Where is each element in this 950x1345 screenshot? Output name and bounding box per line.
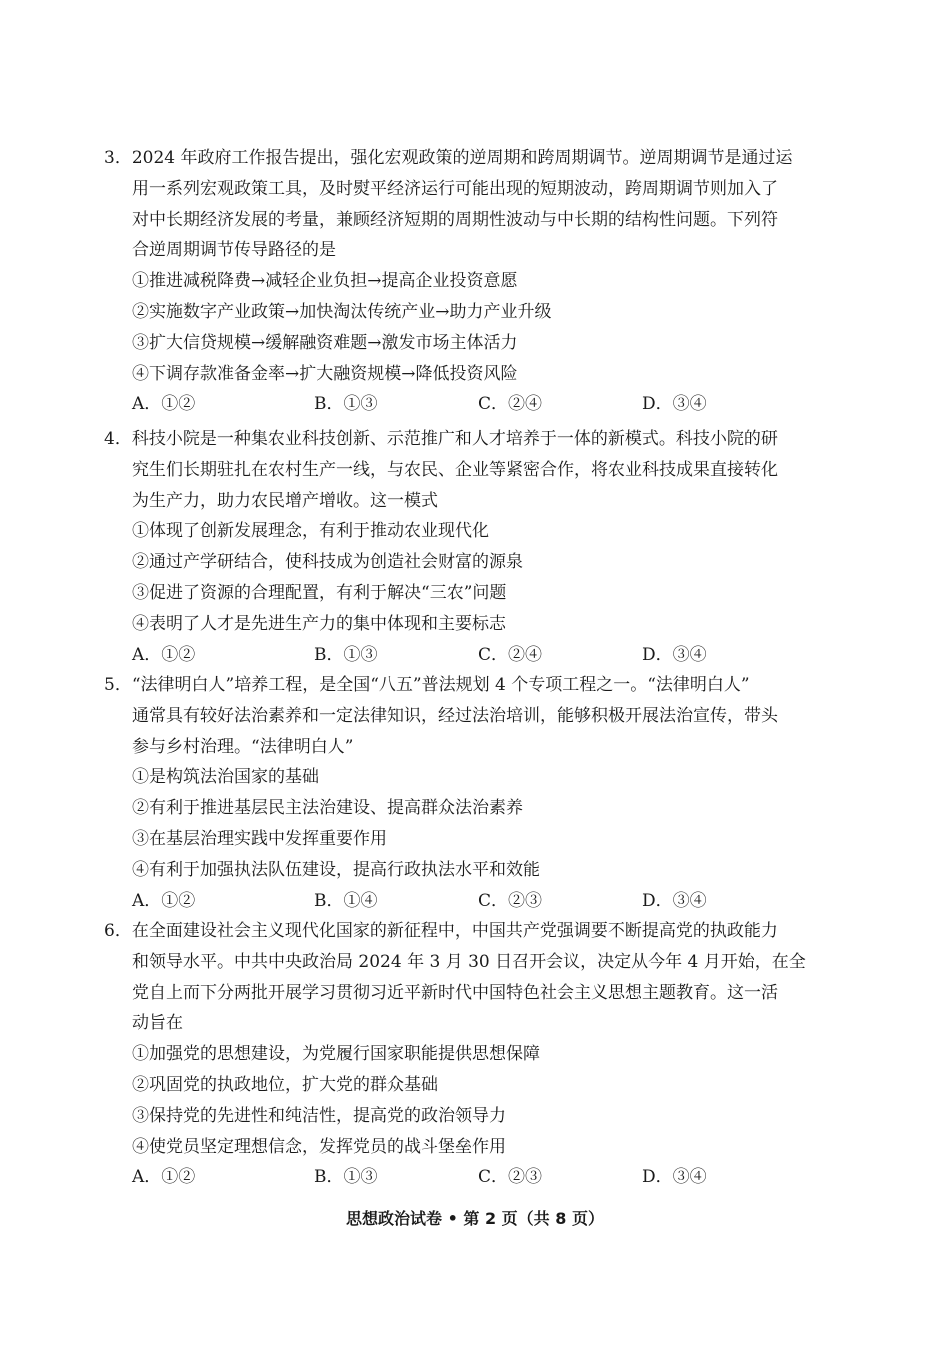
answer-choices xyxy=(104,389,824,420)
statement-option: ①推进减税降费→减轻企业负担→提高企业投资意愿 xyxy=(132,271,518,292)
choice-b: B．①③ xyxy=(314,1167,378,1188)
question-3 xyxy=(104,143,824,420)
question-stem-line: 4．科技小院是一种集农业科技创新、示范推广和人才培养于一体的新模式。科技小院的研 xyxy=(104,429,778,449)
question-stem-line: 5．“法律明白人”培养工程，是全国“八五”普法规划 4 个专项工程之一。“法律明白人” xyxy=(104,675,750,695)
question-stem-line: 合逆周期调节传导路径的是 xyxy=(132,240,336,261)
choice-d: D．③④ xyxy=(642,890,707,911)
statement-option: ①体现了创新发展理念，有利于推动农业现代化 xyxy=(132,521,489,542)
question-stem-line: 对中长期经济发展的考量，兼顾经济短期的周期性波动与中长期的结构性问题。下列符 xyxy=(132,209,778,230)
choice-d: D．③④ xyxy=(642,394,707,415)
statement-option: ④表明了人才是先进生产力的集中体现和主要标志 xyxy=(132,613,506,634)
answer-choices xyxy=(104,886,824,917)
question-stem-line: 通常具有较好法治素养和一定法律知识，经过法治培训，能够积极开展法治宣传，带头 xyxy=(132,705,778,726)
statement-option: ③保持党的先进性和纯洁性，提高党的政治领导力 xyxy=(132,1105,506,1126)
question-6 xyxy=(104,916,824,1193)
question-number: 3． xyxy=(104,148,132,168)
choice-c: C．②④ xyxy=(478,394,543,415)
answer-choices xyxy=(104,640,824,671)
choice-a: A．①② xyxy=(132,890,196,911)
question-stem-line: 6．在全面建设社会主义现代化国家的新征程中，中国共产党强调要不断提高党的执政能力 xyxy=(104,921,778,941)
question-stem-line: 参与乡村治理。“法律明白人” xyxy=(132,736,354,757)
statement-option: ①加强党的思想建设，为党履行国家职能提供思想保障 xyxy=(132,1044,540,1065)
question-stem-line: 动旨在 xyxy=(132,1013,183,1034)
statement-option: ②有利于推进基层民主法治建设、提高群众法治素养 xyxy=(132,798,523,819)
statement-option: ③促进了资源的合理配置，有利于解决“三农”问题 xyxy=(132,582,507,603)
choice-d: D．③④ xyxy=(642,1167,707,1188)
answer-choices xyxy=(104,1162,824,1193)
question-stem-line: 究生们长期驻扎在农村生产一线，与农民、企业等紧密合作，将农业科技成果直接转化 xyxy=(132,459,778,480)
statement-option: ④使党员坚定理想信念，发挥党员的战斗堡垒作用 xyxy=(132,1136,506,1157)
question-number: 4． xyxy=(104,429,132,449)
question-4 xyxy=(104,424,824,670)
choice-b: B．①③ xyxy=(314,394,378,415)
statement-option: ④有利于加强执法队伍建设，提高行政执法水平和效能 xyxy=(132,859,540,880)
question-stem-line: 用一系列宏观政策工具，及时熨平经济运行可能出现的短期波动，跨周期调节则加入了 xyxy=(132,178,778,199)
question-stem-line: 3．2024 年政府工作报告提出，强化宏观政策的逆周期和跨周期调节。逆周期调节是通过运 xyxy=(104,148,793,168)
question-number: 6． xyxy=(104,921,132,941)
question-stem-line: 和领导水平。中共中央政治局 2024 年 3 月 30 日召开会议，决定从今年 4 月开始，在全 xyxy=(132,951,806,972)
statement-option: ②实施数字产业政策→加快淘汰传统产业→助力产业升级 xyxy=(132,301,552,322)
choice-a: A．①② xyxy=(132,644,196,665)
statement-option: ③在基层治理实践中发挥重要作用 xyxy=(132,828,387,849)
choice-c: C．②③ xyxy=(478,1167,543,1188)
choice-a: A．①② xyxy=(132,1167,196,1188)
question-stem-line: 党自上而下分两批开展学习贯彻习近平新时代中国特色社会主义思想主题教育。这一活 xyxy=(132,982,778,1003)
statement-option: ②巩固党的执政地位，扩大党的群众基础 xyxy=(132,1074,438,1095)
question-5 xyxy=(104,670,824,916)
choice-a: A．①② xyxy=(132,394,196,415)
choice-c: C．②④ xyxy=(478,644,543,665)
choice-b: B．①④ xyxy=(314,890,378,911)
choice-c: C．②③ xyxy=(478,890,543,911)
statement-option: ③扩大信贷规模→缓解融资难题→激发市场主体活力 xyxy=(132,332,518,353)
statement-option: ①是构筑法治国家的基础 xyxy=(132,767,319,788)
statement-option: ④下调存款准备金率→扩大融资规模→降低投资风险 xyxy=(132,363,518,384)
question-number: 5． xyxy=(104,675,132,695)
question-stem-line: 为生产力，助力农民增产增收。这一模式 xyxy=(132,490,438,511)
choice-d: D．③④ xyxy=(642,644,707,665)
page-footer: 思想政治试卷 • 第 2 页（共 8 页） xyxy=(346,1209,604,1228)
choice-b: B．①③ xyxy=(314,644,378,665)
statement-option: ②通过产学研结合，使科技成为创造社会财富的源泉 xyxy=(132,552,523,573)
